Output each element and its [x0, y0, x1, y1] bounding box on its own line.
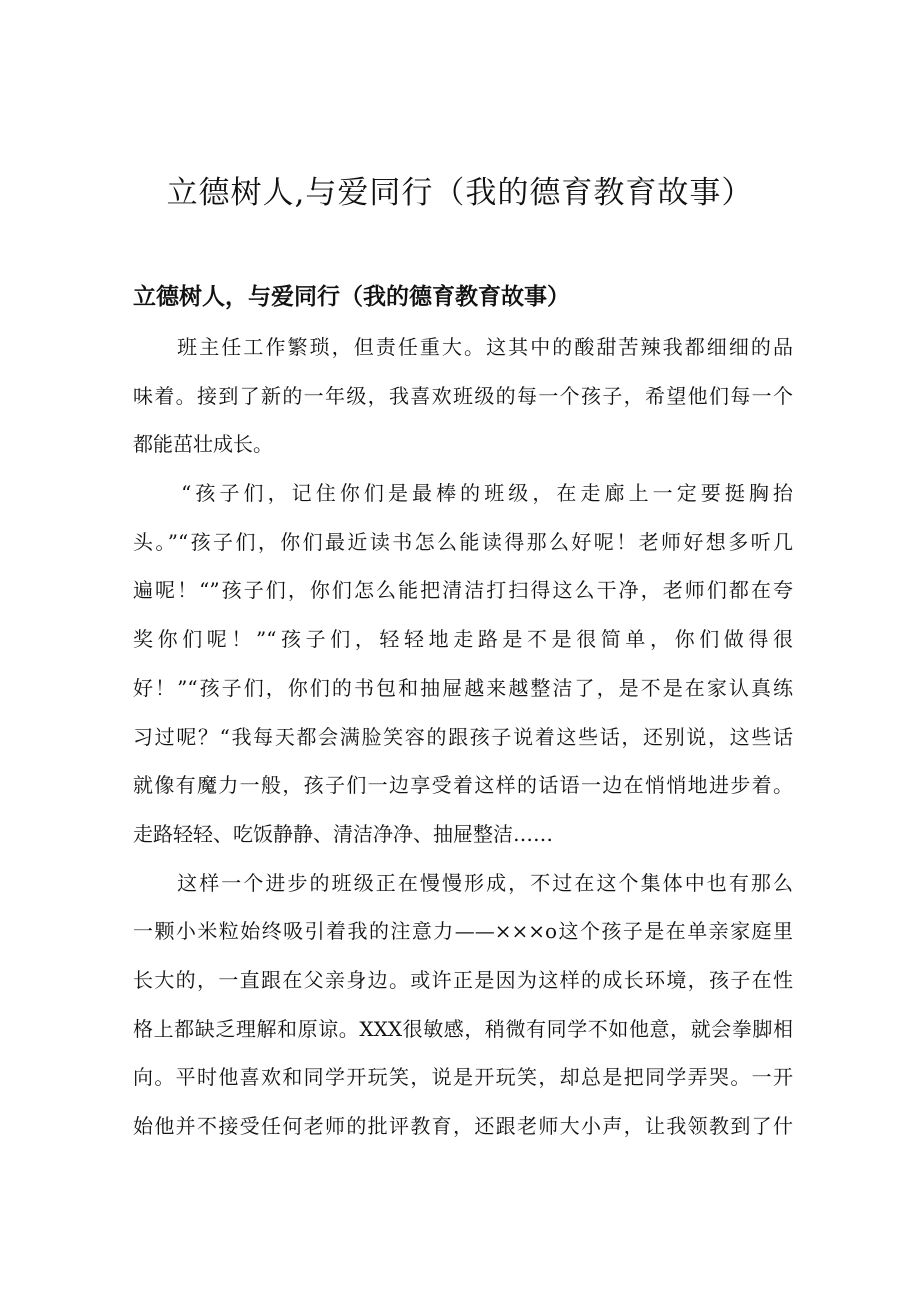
text-line: 好！”“孩子们，你们的书包和抽屉越来越整洁了，是不是在家认真练 [133, 675, 793, 700]
text-line: “孩子们，记住你们是最棒的班级，在走廊上一定要挺胸抬 [133, 481, 793, 506]
text-line: 一颗小米粒始终吸引着我的注意力——×××o这个孩子是在单亲家庭里 [133, 919, 793, 944]
text-line: 向。平时他喜欢和同学开玩笑，说是开玩笑，却总是把同学弄哭。一开 [133, 1065, 793, 1090]
text-line: 班主任工作繁琐，但责任重大。这其中的酸甜苦辣我都细细的品 [133, 335, 793, 359]
text-line: 长大的，一直跟在父亲身边。或许正是因为这样的成长环境，孩子在性 [133, 967, 793, 992]
text-line: 遍呢！“”孩子们，你们怎么能把清洁打扫得这么干净，老师们都在夸 [133, 578, 793, 603]
text-line: 头。”“孩子们，你们最近读书怎么能读得那么好呢！老师好想多听几 [133, 529, 793, 554]
section-heading: 立德树人，与爱同行（我的德育教育故事） [133, 284, 570, 310]
text-line: 走路轻轻、吃饭静静、清洁净净、抽屉整洁…… [133, 821, 553, 846]
text-line: 奖你们呢！”“孩子们，轻轻地走路是不是很简单，你们做得很 [133, 627, 793, 652]
text-line: 味着。接到了新的一年级，我喜欢班级的每一个孩子，希望他们每一个 [133, 383, 793, 408]
document-title: 立德树人,与爱同行（我的德育教育故事） [166, 175, 754, 211]
text-line: 始他并不接受任何老师的批评教育，还跟老师大小声，让我领教到了什 [133, 1114, 793, 1138]
text-line: 都能茁壮成长。 [133, 432, 273, 457]
body-text [133, 323, 793, 1151]
text-line: 这样一个进步的班级正在慢慢形成，不过在这个集体中也有那么 [133, 870, 793, 895]
text-line: 就像有魔力一般，孩子们一边享受着这样的话语一边在悄悄地进步着。 [133, 773, 793, 798]
text-line: 习过呢？“我每天都会满脸笑容的跟孩子说着这些话，还别说，这些话 [133, 724, 793, 749]
text-line: 格上都缺乏理解和原谅。XXX很敏感，稍微有同学不如他意，就会拳脚相 [133, 1016, 793, 1041]
